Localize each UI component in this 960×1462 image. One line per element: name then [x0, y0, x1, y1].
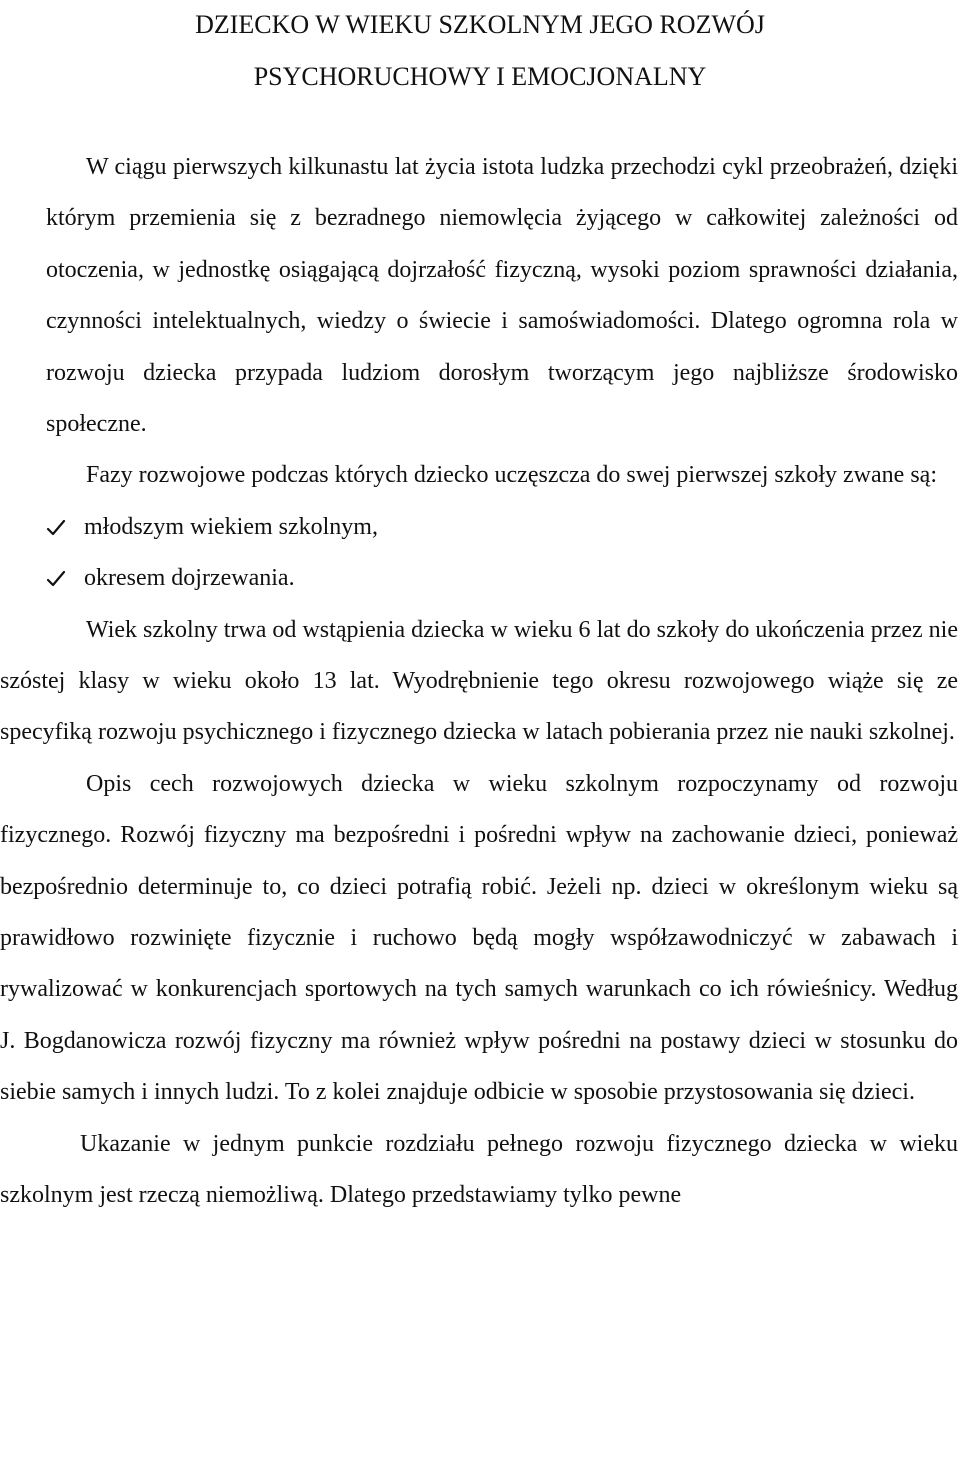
list-item-label: młodszym wiekiem szkolnym,: [84, 513, 378, 540]
title-line-2: PSYCHORUCHOWY I EMOCJONALNY: [253, 62, 707, 91]
list-item: [0, 553, 958, 604]
paragraph-conclusion: Ukazanie w jednym punkcie rozdziału pełnego rozwoju fizycznego dziecka w wieku szkolnym jest rzeczą niemożliwą. Dlatego przedstawiamy tylko pewne: [0, 1130, 958, 1209]
paragraph-intro: W ciągu pierwszych kilkunastu lat życia istota ludzka przechodzi cykl przeobrażeń, dzięki którym przemienia się z bezradnego niemowlęcia żyjącego w całkowitej zależności od otoczenia, w jednostkę osiągającą dojrzałość fizyczną, wysoki poziom sprawności działania, czynności intelektualnych, wiedzy o świecie i samoświadomości. Dlatego ogromna rola w rozwoju dziecka przypada ludziom dorosłym tworzącym jego najbliższe środowisko społeczne.: [46, 154, 958, 438]
paragraph-phases: Fazy rozwojowe podczas których dziecko uczęszcza do swej pierwszej szkoły zwane są:: [86, 462, 937, 489]
list-item-label: okresem dojrzewania.: [84, 565, 295, 592]
checkmark-icon: [46, 518, 66, 538]
document-title: [0, 0, 960, 104]
title-line-1: DZIECKO W WIEKU SZKOLNYM JEGO ROZWÓJ: [195, 10, 765, 39]
list-item: [0, 502, 958, 553]
phases-list: [0, 502, 958, 605]
checkmark-icon: [46, 569, 66, 589]
document-body: [0, 142, 958, 1222]
paragraph-school-age: Wiek szkolny trwa od wstąpienia dziecka w wieku 6 lat do szkoły do ukończenia przez nie szóstej klasy w wieku około 13 lat. Wyodrębnienie tego okresu rozwojowego wiąże się ze specyfiką rozwoju psychicznego i fizycznego dziecka w latach pobierania przez nie nauki szkolnej.: [0, 616, 958, 746]
paragraph-physical-development: Opis cech rozwojowych dziecka w wieku szkolnym rozpoczynamy od rozwoju fizycznego. Rozwój fizyczny ma bezpośredni i pośredni wpływ na zachowanie dzieci, ponieważ bezpośrednio determinuje to, co dzieci potrafią robić. Jeżeli np. dzieci w określonym wieku są prawidłowo rozwinięte fizycznie i ruchowo będą mogły współzawodniczyć w zabawach i rywalizować w konkurencjach sportowych na tych samych warunkach co ich rówieśnicy. Według J. Bogdanowicza rozwój fizyczny ma również wpływ pośredni na postawy dzieci w stosunku do siebie samych i innych ludzi. To z kolei znajduje odbicie w sposobie przystosowania się dzieci.: [0, 770, 958, 1106]
